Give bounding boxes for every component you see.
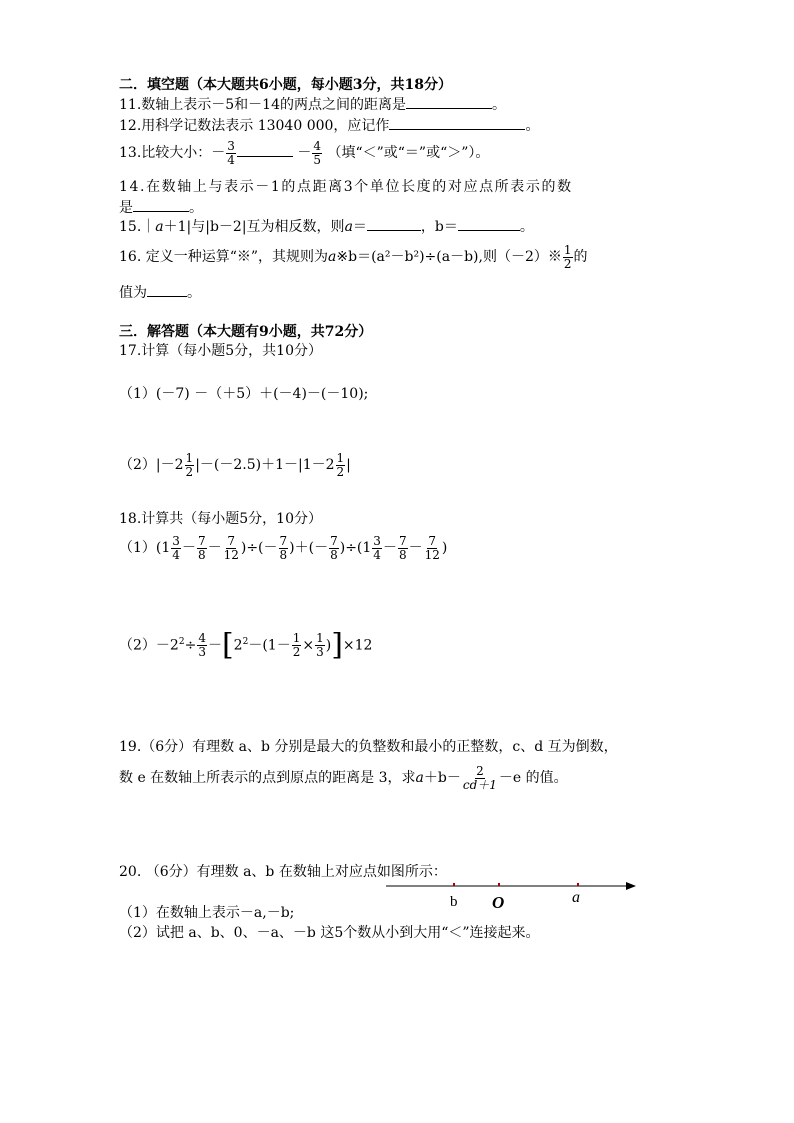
q18-1-operator: )÷(1: [339, 540, 372, 556]
q16-rule: ※b＝(a²－b²)÷(a－b),则（－2）※: [336, 249, 562, 265]
question-18-2: [119, 620, 372, 668]
question-14-line1: 14.在数轴上与表示－1的点距离3个单位长度的对应点所表示的数: [119, 179, 573, 195]
q18-2-part-a: －2: [155, 637, 179, 654]
q15-mid: ＋1|与|b－2|互为相反数，则: [163, 219, 345, 235]
q13-minus: －: [297, 145, 312, 161]
q18-2-left-bracket: [: [221, 627, 234, 663]
q19-post: －e 的值。: [498, 770, 568, 786]
q19-text: 数 e 在数轴上所表示的点到原点的距离是 3，求: [119, 770, 416, 786]
q11-answer-blank[interactable]: [406, 95, 492, 109]
section2-heading: 二．填空题（本大题共6小题，每小题3分，共18分）: [119, 77, 452, 93]
q18-1-expression: [155, 533, 448, 562]
q12-end: 。: [525, 118, 540, 134]
question-17-title: 17.计算（每小题5分，共10分）: [119, 343, 322, 359]
q17-2-part-c: |: [346, 457, 351, 473]
q18-1-fraction: $\frac{7}{8}$: [279, 533, 288, 562]
q15-answer-a-blank[interactable]: [367, 217, 421, 231]
number-line-diagram: [386, 872, 638, 912]
q11-text: 11.数轴上表示－5和－14的两点之间的距离是: [119, 97, 406, 113]
q14-text: 是: [119, 200, 133, 216]
q18-2-exponent-1: 2: [178, 637, 185, 647]
q18-2-close-paren: ): [325, 637, 332, 654]
label-b: b: [450, 894, 458, 910]
q18-1-label: （1）: [119, 540, 156, 556]
q18-2-part-e: －(1－: [248, 637, 291, 654]
q15-b: ，b＝: [420, 219, 458, 235]
q15-var-a: a: [155, 219, 164, 235]
q18-2-fraction-3: $\frac{1}{3}$: [316, 631, 324, 660]
q16-fraction: $\frac{1}{2}$: [563, 242, 572, 271]
q17-2-label: （2）: [119, 457, 156, 473]
q18-1-operator: －: [382, 540, 397, 556]
q16-end: 。: [187, 285, 201, 301]
question-18-title: 18.计算共（每小题5分，10分）: [119, 511, 322, 527]
q18-1-operator: )＋(－: [289, 540, 329, 556]
label-a: a: [572, 889, 580, 906]
q19-var-a: a: [415, 770, 424, 786]
q18-1-operator: (1: [155, 540, 171, 556]
q14-end: 。: [189, 200, 203, 216]
q18-1-operator: －: [181, 540, 196, 556]
q18-2-fraction-1: $\frac{4}{3}$: [198, 631, 206, 660]
q18-2-times: ×: [302, 637, 315, 654]
q16-answer-blank[interactable]: [147, 283, 187, 297]
q16-line2-text: 值为: [119, 285, 147, 301]
question-20-2: （2）试把 a、b、0、－a、－b 这5个数从小到大用“＜”连接起来。: [119, 925, 540, 941]
q15-end: 。: [519, 219, 534, 235]
q11-end: 。: [492, 97, 506, 113]
q18-1-fraction: $\frac{7}{8}$: [197, 533, 206, 562]
q15-answer-b-blank[interactable]: [458, 217, 520, 231]
q18-2-times-12: ×12: [342, 637, 373, 654]
q16-var-a: a: [328, 249, 337, 265]
question-19-line2: [119, 758, 568, 798]
q17-2-part-a: |－2: [155, 457, 184, 473]
q18-1-operator: )÷(－: [240, 540, 278, 556]
q18-2-label: （2）: [119, 637, 156, 654]
question-15: [119, 217, 534, 236]
question-17-1: （1）(－7) －（＋5）＋(－4)－(－10);: [119, 386, 369, 402]
label-origin: O: [492, 893, 505, 912]
q19-fraction: $\frac{2}{cd+1}$: [462, 763, 497, 792]
q16-pre: 16. 定义一种运算“※”，其规则为: [119, 249, 329, 265]
section3-heading: 三．解答题（本大题有9小题，共72分）: [119, 324, 373, 340]
q18-1-fraction: $\frac{3}{4}$: [373, 533, 381, 562]
q19-plus: ＋b－: [423, 770, 461, 786]
q18-1-operator: －: [207, 540, 222, 556]
question-11: [119, 95, 506, 114]
question-12: [119, 116, 539, 135]
question-19-line1: 19.（6分）有理数 a、b 分别是最大的负整数和最小的正整数，c、d 互为倒数，: [119, 739, 618, 755]
q18-2-minus: －: [207, 637, 222, 654]
question-14-line2: [119, 198, 203, 217]
q12-answer-blank[interactable]: [389, 116, 525, 130]
q13-fraction-2: $\frac{4}{5}$: [313, 138, 321, 167]
question-16-line2: [119, 283, 201, 302]
number-line-arrow: [626, 882, 636, 890]
q13-instruction: （填“＜”或“＝”或“＞”）。: [327, 145, 490, 161]
q17-2-fraction-2: $\frac{1}{2}$: [336, 450, 345, 479]
question-20-1: （1）在数轴上表示－a,－b;: [119, 905, 295, 921]
question-18-1: [119, 528, 447, 568]
question-13: [119, 134, 489, 172]
q18-1-fraction: $\frac{7}{8}$: [330, 533, 338, 562]
q18-1-fraction: $\frac{3}{4}$: [172, 533, 180, 562]
q14-answer-blank[interactable]: [133, 198, 189, 212]
q18-2-two: 2: [233, 637, 243, 654]
q13-text: 13.比较大小：－: [119, 145, 226, 161]
q17-2-fraction-1: $\frac{1}{2}$: [185, 450, 194, 479]
q18-1-operator: －: [408, 540, 423, 556]
q18-2-fraction-2: $\frac{1}{2}$: [292, 631, 301, 660]
q18-2-divide: ÷: [184, 637, 197, 654]
q13-answer-blank[interactable]: [237, 143, 293, 157]
q18-1-fraction: $\frac{7}{8}$: [398, 533, 407, 562]
q13-fraction-1: $\frac{3}{4}$: [227, 138, 235, 167]
q17-2-part-b: |－(－2.5)＋1－|1－2: [195, 457, 335, 473]
q18-2-exponent-2: 2: [242, 637, 249, 647]
q15-var-a2: a: [344, 219, 353, 235]
q18-1-operator: ): [441, 540, 448, 556]
q18-2-right-bracket: ]: [331, 627, 343, 663]
q18-1-fraction: $\frac{7}{12}$: [424, 533, 440, 562]
q16-post: 的: [573, 249, 588, 265]
question-16-line1: [119, 237, 588, 277]
question-17-2: [119, 445, 351, 485]
q15-eq: ＝: [352, 219, 367, 235]
q18-1-fraction: $\frac{7}{12}$: [223, 533, 239, 562]
q12-text: 12.用科学记数法表示 13040 000，应记作: [119, 118, 390, 134]
question-20-line1: 20. （6分）有理数 a、b 在数轴上对应点如图所示：: [119, 864, 447, 880]
q15-pre: 15.｜: [119, 219, 156, 235]
